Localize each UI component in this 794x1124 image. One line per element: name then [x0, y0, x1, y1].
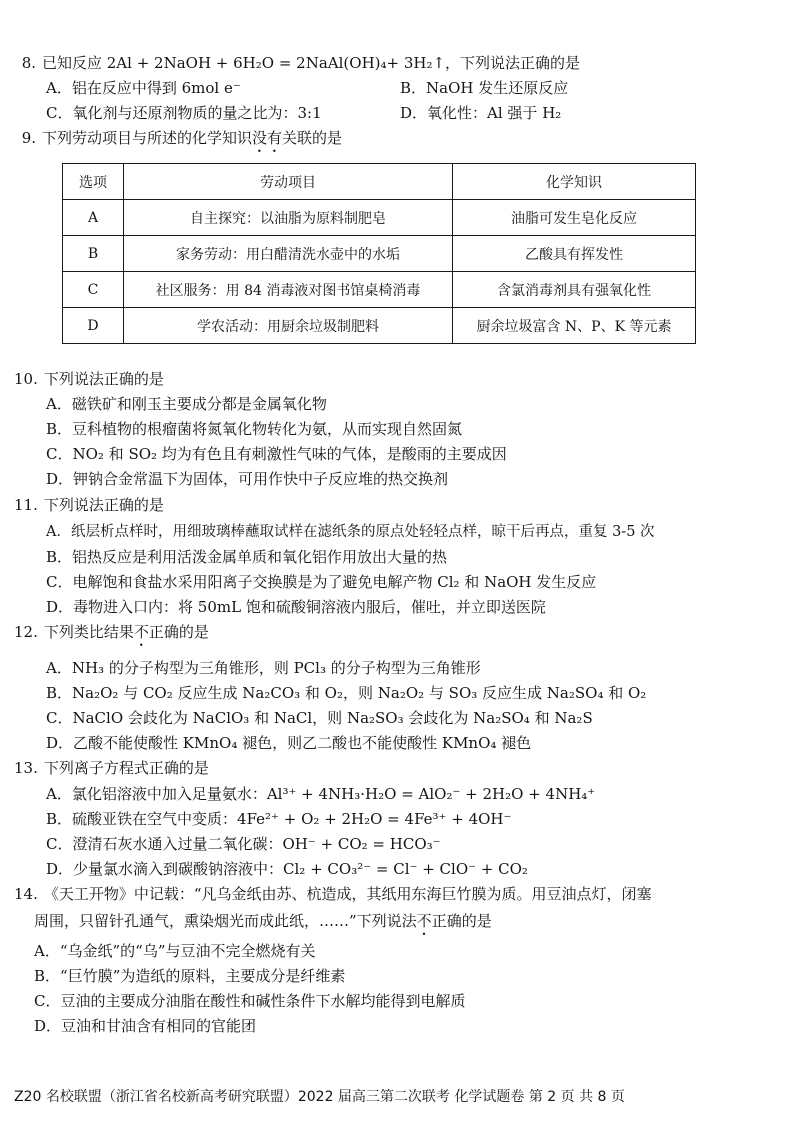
- option-d: D．豆油和甘油含有相同的官能团: [34, 1017, 257, 1035]
- table-row: [63, 200, 696, 236]
- question-text-b: 关联的是: [282, 129, 343, 147]
- option-d: D．毒物进入口内：将 50mL 饱和硫酸铜溶液内服后，催吐，并立即送医院: [46, 598, 546, 616]
- question-text-line1: 《天工开物》中记载：“凡乌金纸由苏、杭造成，其纸用东海巨竹膜为质。用豆油点灯，闭塞: [43, 885, 652, 903]
- question-number: 12.: [14, 623, 38, 641]
- table-header: 化学知识: [453, 164, 696, 200]
- option-a: A．铝在反应中得到 6mol e⁻: [46, 79, 241, 97]
- option-c: C．NO₂ 和 SO₂ 均为有色且有刺激性气味的气体，是酸雨的主要成因: [46, 445, 507, 463]
- table-cell: A: [63, 200, 124, 236]
- table-header: 选项: [63, 164, 124, 200]
- option-d: D．乙酸不能使酸性 KMnO₄ 褪色，则乙二酸也不能使酸性 KMnO₄ 褪色: [46, 734, 532, 752]
- question-text-a: 下列类比结果: [43, 623, 134, 641]
- option-a: A．纸层析点样时，用细玻璃棒蘸取试样在滤纸条的原点处轻轻点样，晾干后再点，重复 3-5 次: [46, 524, 655, 540]
- emphasis-text: 不: [416, 912, 432, 930]
- table-cell: B: [63, 236, 124, 272]
- table-cell: 乙酸具有挥发性: [453, 236, 696, 272]
- question-number: 8.: [21, 54, 36, 72]
- table-cell: C: [63, 272, 124, 308]
- question-text-a: 下列劳动项目与所述的化学知识: [42, 129, 253, 147]
- table-cell: 含氯消毒剂具有强氧化性: [453, 272, 696, 308]
- question-text: 下列说法正确的是: [43, 496, 164, 514]
- question-11-stem: [14, 494, 164, 516]
- table-header-row: [63, 164, 696, 200]
- question-text: 下列离子方程式正确的是: [43, 759, 209, 777]
- table-row: [63, 308, 696, 344]
- question-10-stem: [14, 368, 164, 390]
- table-cell: D: [63, 308, 124, 344]
- question-number: 10.: [14, 370, 38, 388]
- table-cell: 学农活动：用厨余垃圾制肥料: [124, 308, 453, 344]
- question-number: 13.: [14, 759, 38, 777]
- question-text: 下列说法正确的是: [43, 370, 164, 388]
- question-text: 已知反应 2Al + 2NaOH + 6H₂O = 2NaAl(OH)₄+ 3H₂↑，下列说法正确的是: [42, 54, 581, 72]
- option-d: D．氧化性：Al 强于 H₂: [400, 104, 562, 122]
- question-number: 9.: [21, 129, 36, 147]
- question-12-stem: [14, 621, 209, 650]
- option-a: A．磁铁矿和刚玉主要成分都是金属氧化物: [46, 395, 327, 413]
- emphasis-text: 没有: [252, 129, 283, 147]
- option-c: C．氧化剂与还原剂物质的量之比为：3:1: [46, 104, 322, 122]
- option-b: B．“巨竹膜”为造纸的原料，主要成分是纤维素: [34, 967, 346, 985]
- question-14-stem: [14, 883, 652, 905]
- table-cell: 家务劳动：用白醋清洗水壶中的水垢: [124, 236, 453, 272]
- option-c: C．豆油的主要成分油脂在酸性和碱性条件下水解均能得到电解质: [34, 992, 466, 1010]
- table-header: 劳动项目: [124, 164, 453, 200]
- option-b: B．铝热反应是利用活泼金属单质和氧化铝作用放出大量的热: [46, 548, 448, 566]
- table-row: [63, 272, 696, 308]
- page-footer: Z20 名校联盟（浙江省名校新高考研究联盟）2022 届高三第二次联考 化学试题卷 第 2 页 共 8 页: [14, 1089, 625, 1105]
- option-c: C．电解饱和食盐水采用阳离子交换膜是为了避免电解产物 Cl₂ 和 NaOH 发生反应: [46, 573, 597, 591]
- option-b: B．NaOH 发生还原反应: [400, 79, 569, 97]
- question-14-stem-line2: [34, 910, 492, 939]
- question-8-stem: [14, 52, 580, 74]
- question-number: 11.: [14, 496, 38, 514]
- option-b: B．豆科植物的根瘤菌将氮氧化物转化为氨，从而实现自然固氮: [46, 420, 463, 438]
- question-13-stem: [14, 757, 209, 779]
- option-c: C．澄清石灰水通入过量二氧化碳：OH⁻ + CO₂ = HCO₃⁻: [46, 835, 441, 853]
- option-a: A．氯化铝溶液中加入足量氨水：Al³⁺ + 4NH₃·H₂O = AlO₂⁻ + 2H₂O + 4NH₄⁺: [46, 785, 596, 803]
- table-row: [63, 236, 696, 272]
- question-text-b: 正确的是: [431, 912, 492, 930]
- question-9-stem: [14, 127, 342, 156]
- question-text-b: 正确的是: [148, 623, 209, 641]
- option-a: A．NH₃ 的分子构型为三角锥形，则 PCl₃ 的分子构型为三角锥形: [46, 659, 481, 677]
- table-cell: 自主探究：以油脂为原料制肥皂: [124, 200, 453, 236]
- labor-knowledge-table: [62, 163, 696, 344]
- question-text-a: 周围，只留针孔通气，熏染烟光而成此纸，……”下列说法: [34, 912, 417, 930]
- option-d: D．钾钠合金常温下为固体，可用作快中子反应堆的热交换剂: [46, 470, 449, 488]
- option-a: A．“乌金纸”的“乌”与豆油不完全燃烧有关: [34, 942, 316, 960]
- option-b: B．Na₂O₂ 与 CO₂ 反应生成 Na₂CO₃ 和 O₂，则 Na₂O₂ 与 SO₃ 反应生成 Na₂SO₄ 和 O₂: [46, 684, 647, 702]
- option-c: C．NaClO 会歧化为 NaClO₃ 和 NaCl，则 Na₂SO₃ 会歧化为 Na₂SO₄ 和 Na₂S: [46, 709, 593, 727]
- table-cell: 油脂可发生皂化反应: [453, 200, 696, 236]
- emphasis-text: 不: [133, 623, 149, 641]
- table-cell: 社区服务：用 84 消毒液对图书馆桌椅消毒: [124, 272, 453, 308]
- question-number: 14.: [14, 885, 38, 903]
- table-cell: 厨余垃圾富含 N、P、K 等元素: [453, 308, 696, 344]
- option-d: D．少量氯水滴入到碳酸钠溶液中：Cl₂ + CO₃²⁻ = Cl⁻ + ClO⁻ + CO₂: [46, 860, 528, 878]
- option-b: B．硫酸亚铁在空气中变质：4Fe²⁺ + O₂ + 2H₂O = 4Fe³⁺ + 4OH⁻: [46, 810, 512, 828]
